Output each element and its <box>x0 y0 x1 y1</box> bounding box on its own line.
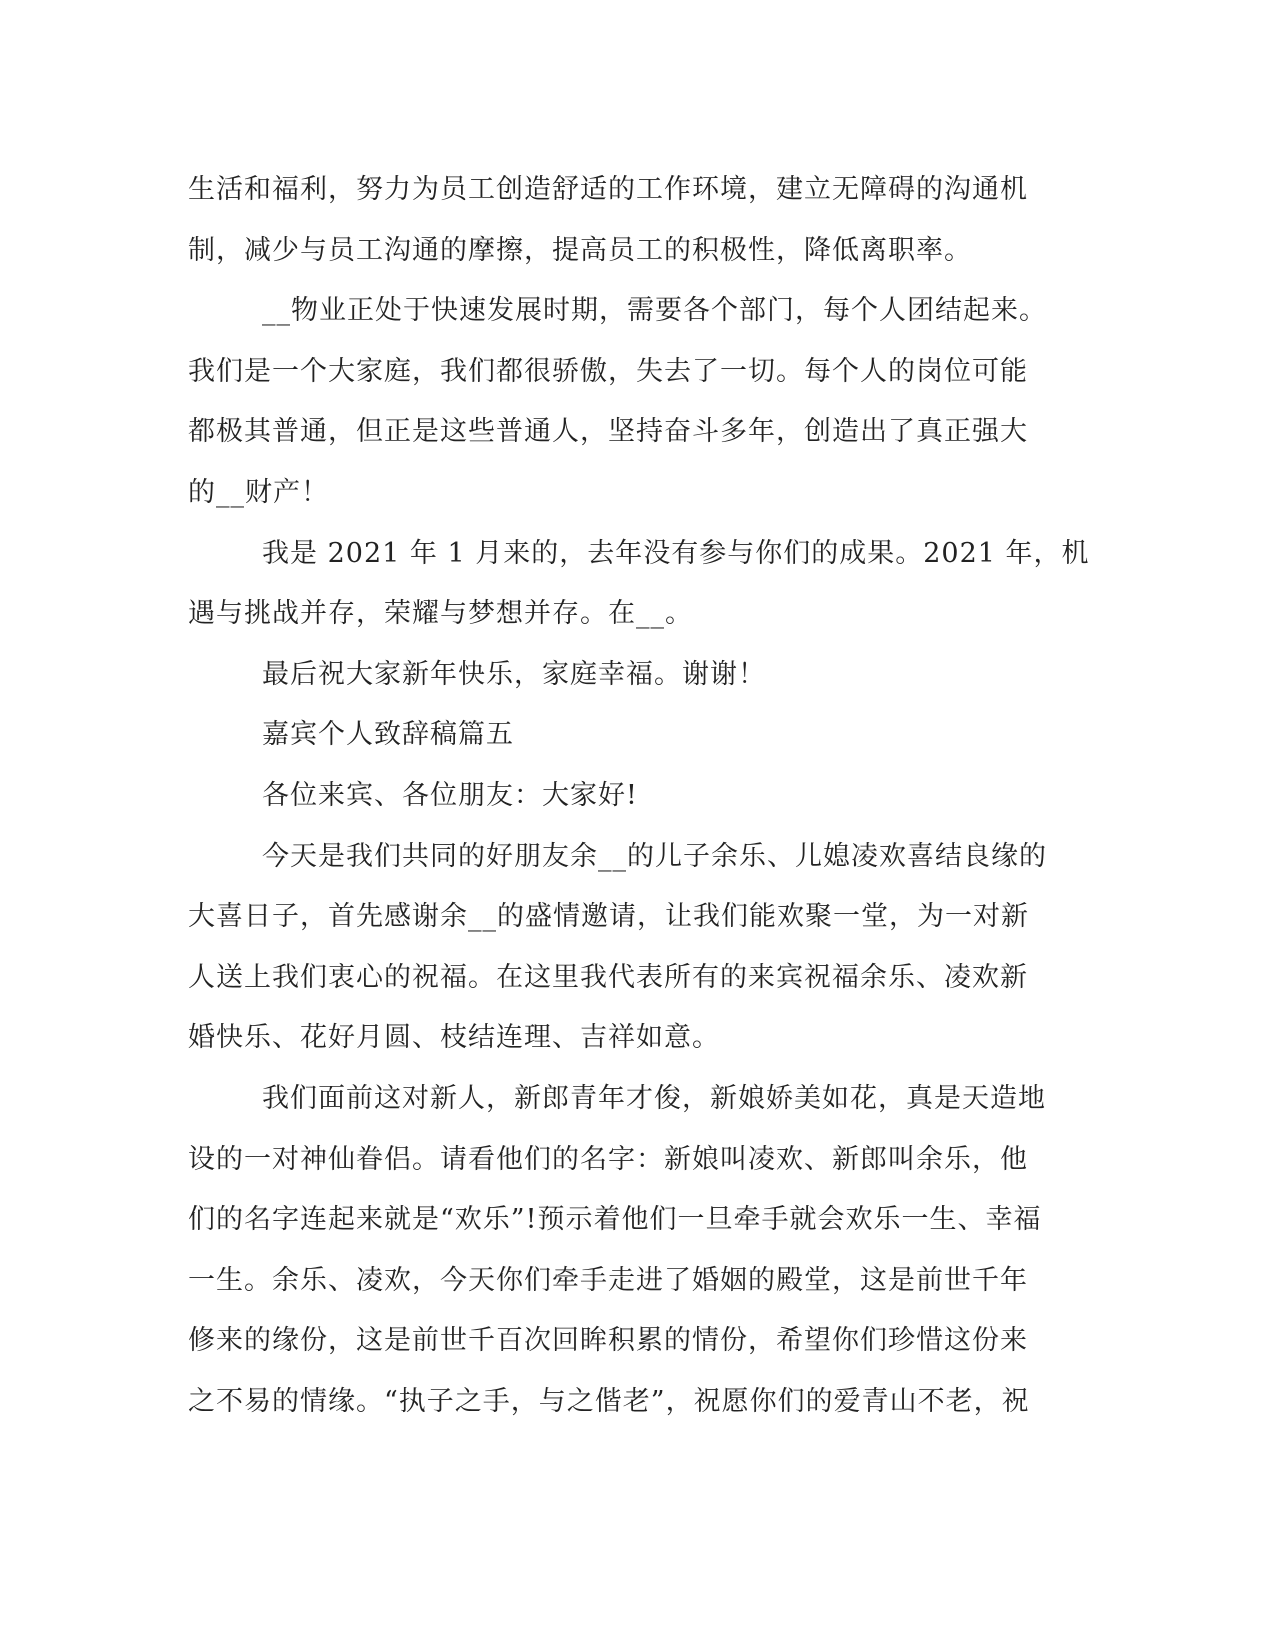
section-heading: 嘉宾个人致辞稿篇五 <box>262 719 514 751</box>
text-line: 的__财产！ <box>188 476 329 508</box>
text-line: 都极其普通，但正是这些普通人，坚持奋斗多年，创造出了真正强大 <box>188 416 1028 448</box>
text-line: 修来的缘份，这是前世千百次回眸积累的情份，希望你们珍惜这份来 <box>188 1325 1028 1357</box>
text-line: __物业正处于快速发展时期，需要各个部门，每个人团结起来。 <box>262 295 1047 327</box>
text-line: 制，减少与员工沟通的摩擦，提高员工的积极性，降低离职率。 <box>188 234 972 266</box>
text-line: 我们面前这对新人，新郎青年才俊，新娘娇美如花，真是天造地 <box>262 1082 1046 1114</box>
text-line: 我们是一个大家庭，我们都很骄傲，失去了一切。每个人的岗位可能 <box>188 355 1028 387</box>
text-line: 们的名字连起来就是“欢乐”!预示着他们一旦牵手就会欢乐一生、幸福 <box>188 1204 1042 1236</box>
text-line: 我是 2021 年 1 月来的，去年没有参与你们的成果。2021 年，机 <box>262 537 1090 569</box>
document-body <box>188 160 1088 1432</box>
text-line: 大喜日子，首先感谢余__的盛情邀请，让我们能欢聚一堂，为一对新 <box>188 901 1029 933</box>
text-line: 人送上我们衷心的祝福。在这里我代表所有的来宾祝福余乐、凌欢新 <box>188 961 1028 993</box>
text-line: 婚快乐、花好月圆、枝结连理、吉祥如意。 <box>188 1022 720 1054</box>
text-line: 生活和福利，努力为员工创造舒适的工作环境，建立无障碍的沟通机 <box>188 174 1028 205</box>
text-line: 今天是我们共同的好朋友余__的儿子余乐、儿媳凌欢喜结良缘的 <box>262 840 1047 872</box>
text-line: 一生。余乐、凌欢，今天你们牵手走进了婚姻的殿堂，这是前世千年 <box>188 1264 1028 1296</box>
text-line: 设的一对神仙眷侣。请看他们的名字：新娘叫凌欢、新郎叫余乐，他 <box>188 1143 1028 1175</box>
text-line: 之不易的情缘。“执子之手，与之偕老”，祝愿你们的爱青山不老，祝 <box>188 1385 1030 1417</box>
text-line: 遇与挑战并存，荣耀与梦想并存。在__。 <box>188 598 693 630</box>
text-line: 最后祝大家新年快乐，家庭幸福。谢谢！ <box>262 658 766 690</box>
salutation: 各位来宾、各位朋友：大家好! <box>262 779 638 811</box>
